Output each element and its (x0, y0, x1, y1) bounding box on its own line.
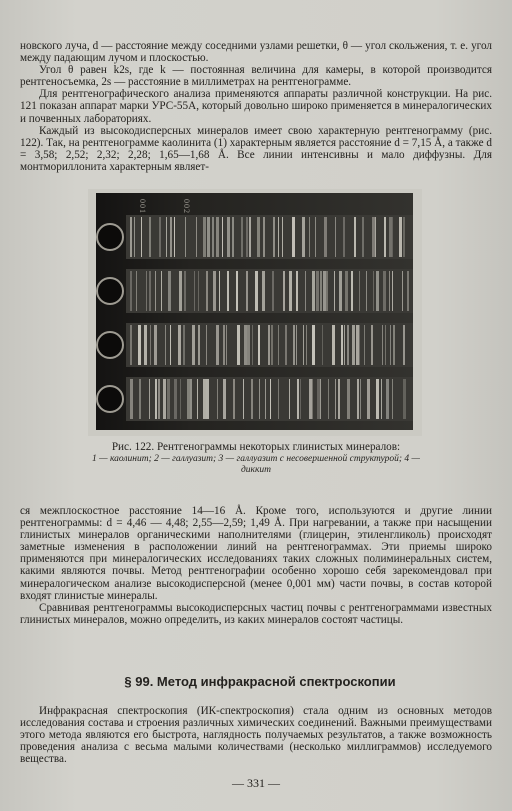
paragraph: Сравнивая рентгенограммы высокодисперсных частиц почвы с рентгенограммами известных глинистых минералов, можно определить, из каких минералов состоят частицы. (20, 601, 492, 626)
paragraph: новского луча, d — расстояние между соседними узлами решетки, θ — угол скольжения, т. е. угол между падающим лучом и плоскостью. (20, 40, 492, 65)
xray-strip (97, 377, 413, 421)
page-number: — 331 — (232, 776, 280, 790)
section-heading: § 99. Метод инфракрасной спектроскопии (124, 674, 396, 689)
xray-strip (97, 269, 413, 313)
strip-number-label: 002 (182, 199, 191, 214)
paragraph: ся межплоскостное расстояние 14—16 Å. Кроме того, используются и другие линии рентгенограммы: d = 4,46 — 4,48; 2,55—2,59; 1,49 Å. При нагревании, а также при насыщении глинистых минералов органическими наполнителями (глицерин, этиленгликоль) происходят заметные изменения в расположении линий на рентгенограммах. Эти приемы широко применяются при минералогических исследованиях таких сложных полиминеральных систем, какими являются почвы. Метод рентгенографии особенно хорошо себя зарекомендовал при минералогическом анализе высокодисперсной (менее 0,001 мм) части почвы, в состав которой входят глинистые минералы. (20, 505, 492, 602)
paragraph: Угол θ равен k2s, где k — постоянная величина для камеры, в которой производится рентгеносъемка, 2s — расстояние в миллиметрах на рентгенограмме. (20, 64, 492, 89)
paragraph: Инфракрасная спектроскопия (ИК-спектроскопия) стала одним из основных методов исследования состава и строения различных химических соединений. Важными преимуществами этого метода являются его быстрота, наглядность получаемых результатов, а также возможность проведения анализа с весьма малыми количествами (несколько миллиграммов) исследуемого вещества. (20, 705, 492, 766)
xray-strip (97, 215, 413, 259)
top-text-block (20, 40, 492, 173)
caption-legend: 1 — каолинит; 2 — галлуазит; 3 — галлуазит с несовершенной структурой; 4 — диккит (92, 454, 420, 475)
figure-caption (90, 441, 422, 476)
strip-number-label: 001 (138, 199, 147, 214)
xray-patterns-image (96, 193, 413, 430)
xray-strip (97, 323, 413, 367)
paragraph: Каждый из высокодисперсных минералов имеет свою характерную рентгенограмму (рис. 122). Так, на рентгенограмме каолинита (1) характерным является расстояние d = 7,15 Å, а также d = 3,58; 2,52; 2,32; 2,28; 1,65—1,68 Å. Все линии интенсивны и мало диффузны. Для монтмориллонита характерным являет- (20, 124, 492, 173)
middle-text-block (20, 505, 492, 626)
bottom-text-block (20, 705, 492, 765)
xray-photo (96, 193, 413, 430)
xray-figure (88, 189, 422, 436)
caption-title: Рис. 122. Рентгенограммы некоторых глинистых минералов: (111, 441, 401, 453)
paragraph: Для рентгенографического анализа применяются аппараты различной конструкции. На рис. 121 показан аппарат марки УРС-55А, который довольно широко применяется в минералогических и почвенных лабораториях. (20, 88, 492, 125)
